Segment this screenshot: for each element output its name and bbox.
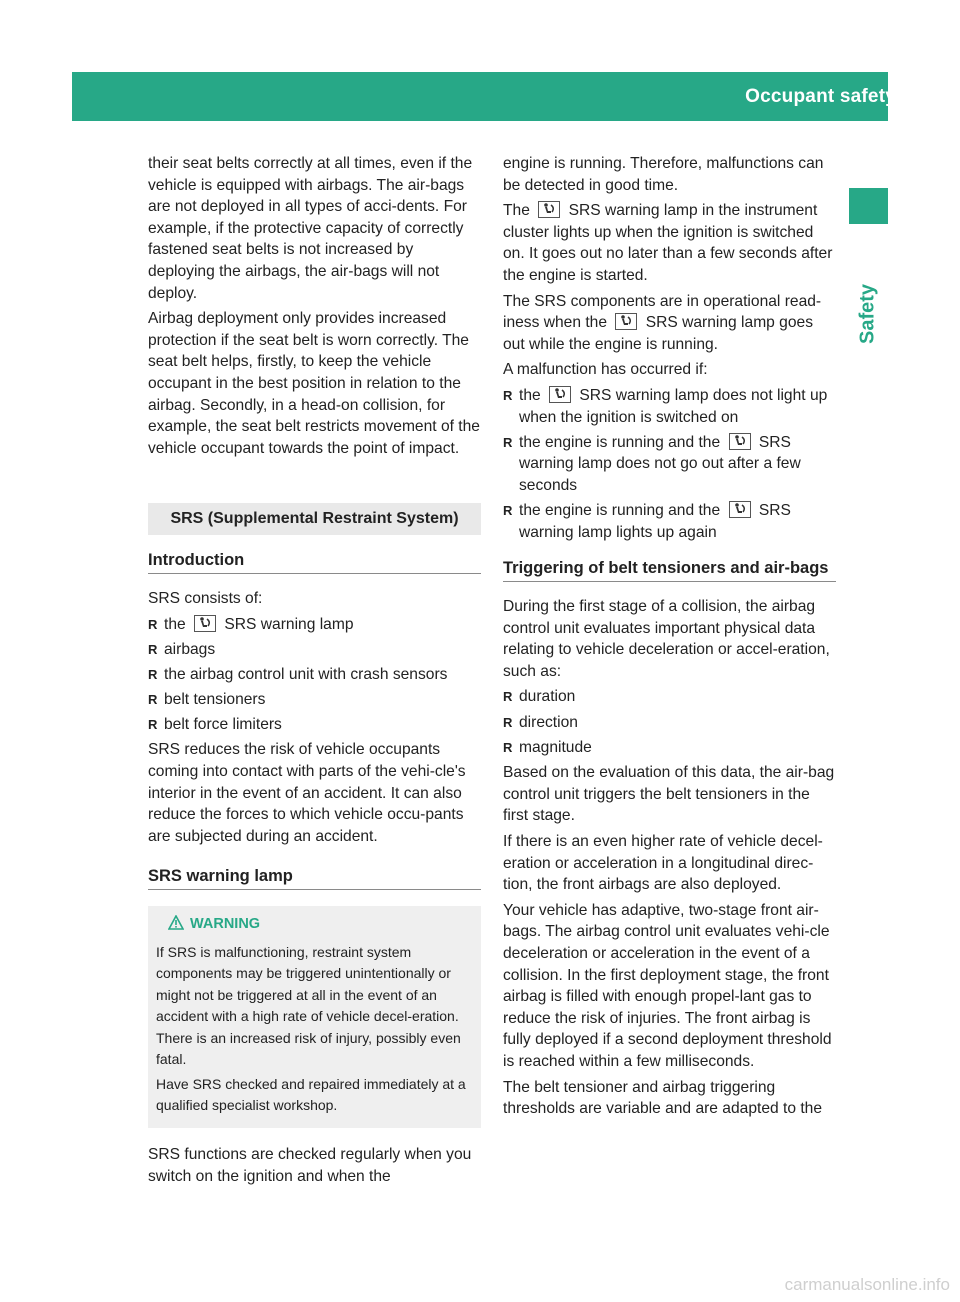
list-item: R duration [503, 686, 836, 708]
list-item: R the engine is running and the SRS warning lamp lights up again [503, 500, 836, 543]
page-number: 51 [923, 87, 943, 106]
warning-text: If SRS is malfunctioning, restraint system components may be triggered unintentionally or might not be triggered at all in the event of an accident with a high rate of vehicle decel-eration. There is an increased risk of injury, possibly even fatal. [156, 943, 461, 1068]
list-item: R the SRS warning lamp [148, 614, 481, 636]
section-heading-srs-warning-lamp: SRS warning lamp [148, 865, 481, 890]
paragraph: Based on the evaluation of this data, the air-bag control unit triggers the belt tensioners in the first stage. [503, 764, 835, 825]
paragraph: During the first stage of a collision, the airbag control unit evaluates important physical data relating to vehicle deceleration or accel-eration, such as: [503, 598, 830, 680]
section-heading-triggering: Triggering of belt tensioners and air-bags [503, 557, 836, 582]
page-title: Occupant safety [745, 86, 896, 107]
srs-warning-lamp-icon [615, 313, 637, 330]
srs-warning-lamp-icon [729, 433, 751, 450]
warning-triangle-icon [168, 915, 184, 938]
warning-text: Have SRS checked and repaired immediately at a qualified specialist workshop. [156, 1075, 466, 1114]
list-item: R the engine is running and the SRS warning lamp does not go out after a few seconds [503, 432, 836, 497]
list-item: R direction [503, 712, 836, 734]
warning-box [148, 906, 481, 1128]
bullet-list [503, 385, 836, 543]
paragraph: SRS consists of: [148, 589, 263, 607]
paragraph: SRS reduces the risk of vehicle occupants coming into contact with parts of the vehi-cle's interior in the event of an accident. It can also reduce the forces to which vehicle occu-pants are subjected during an accident. [148, 741, 466, 845]
list-item: R belt tensioners [148, 689, 481, 711]
paragraph: If there is an even higher rate of vehicle decel-eration or acceleration in a longitudinal direc-tion, the front airbags are also deployed. [503, 833, 823, 894]
list-item: R belt force limiters [148, 714, 481, 736]
paragraph: The SRS components are in operational read-iness when the SRS warning lamp goes out while the engine is running. [503, 292, 822, 353]
list-item: R the SRS warning lamp does not light up when the ignition is switched on [503, 385, 836, 428]
paragraph: engine is running. Therefore, malfunctions can be detected in good time. [503, 155, 824, 194]
paragraph: SRS functions are checked regularly when you switch on the ignition and when the [148, 1145, 472, 1185]
list-item: R magnitude [503, 737, 836, 759]
list-item: R the airbag control unit with crash sensors [148, 664, 481, 686]
paragraph: Airbag deployment only provides increased protection if the seat belt is worn correctly. The seat belt helps, firstly, to keep the vehicle occupant in the best position in relation to the airbag. Secondly, in a head-on collision, for example, the seat belt restricts movement of the vehicle occupant towards the point of impact. [148, 310, 480, 457]
srs-warning-lamp-icon [194, 615, 216, 632]
warning-title: WARNING [156, 914, 473, 938]
bullet-list [503, 686, 836, 758]
header-bar [72, 72, 943, 121]
section-box-title: SRS (Supplemental Restraint System) [148, 503, 481, 535]
side-tab-label: Safety [856, 283, 879, 344]
footer-watermark: carmanualsonline.info [784, 1275, 950, 1294]
paragraph: A malfunction has occurred if: [503, 361, 708, 379]
paragraph: their seat belts correctly at all times, even if the vehicle is equipped with airbags. The air-bags are not deployed in all types of acci-dents. For example, if the protective capacity of correctly fastened seat belts is not increased by deploying the airbags, the air-bags will not deploy. [148, 155, 473, 302]
list-item: R airbags [148, 639, 481, 661]
srs-warning-lamp-icon [549, 386, 571, 403]
srs-warning-lamp-icon [538, 201, 560, 218]
bullet-list [148, 614, 481, 736]
srs-warning-lamp-icon [729, 501, 751, 518]
section-heading-introduction: Introduction [148, 549, 481, 574]
paragraph: The belt tensioner and airbag triggering thresholds are variable and are adapted to the [503, 1078, 823, 1118]
right-column [503, 153, 836, 1124]
left-column [148, 153, 481, 1191]
side-tab-marker [849, 188, 888, 224]
paragraph: The SRS warning lamp in the instrument cluster lights up when the ignition is switched on. It goes out no later than a few seconds after the engine is started. [503, 202, 833, 284]
paragraph: Your vehicle has adaptive, two-stage front air-bags. The airbag control unit evaluates vehi-cle deceleration or acceleration in the event of a collision. In the first deployment stage, the front airbag is filled with enough propel-lant gas to reduce the risk of injuries. The front airbag is fully deployed if a second deployment threshold is reached within a few milliseconds. [503, 901, 832, 1070]
